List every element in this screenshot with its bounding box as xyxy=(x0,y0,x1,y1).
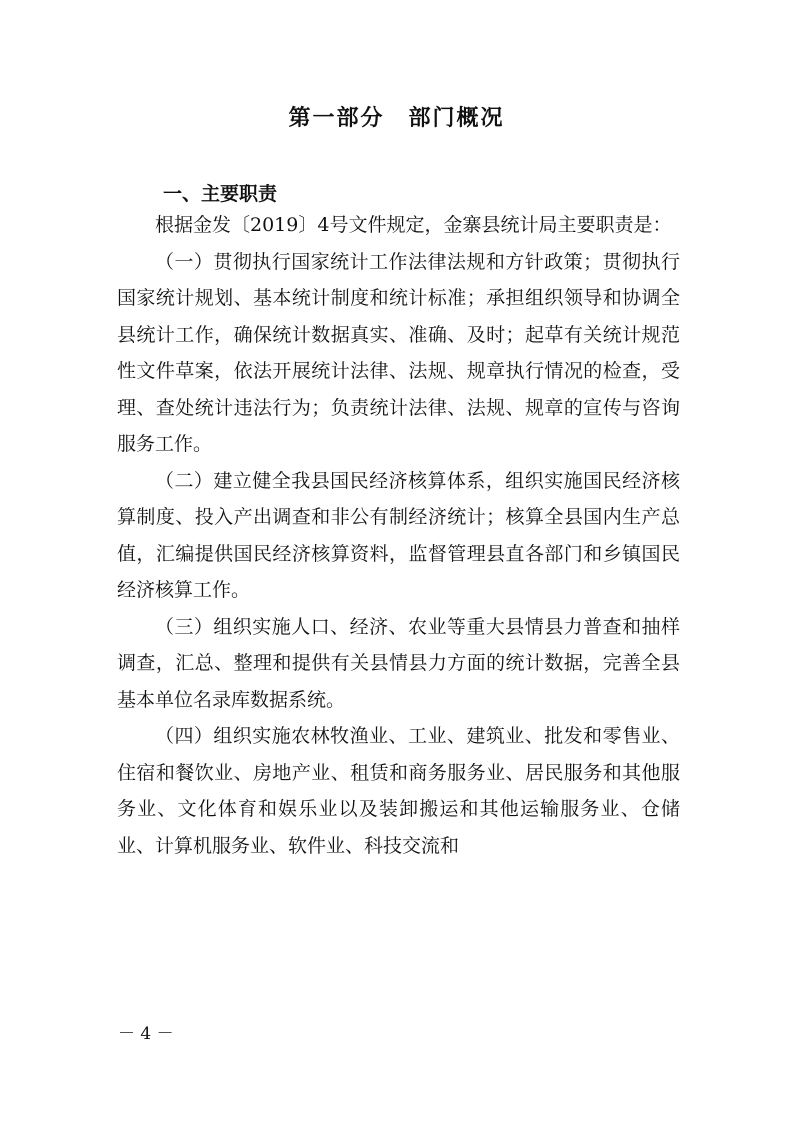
body-text xyxy=(117,207,680,864)
page-title: 第一部分 部门概况 xyxy=(288,106,505,131)
duty-paragraph-3: （三）组织实施人口、经济、农业等重大县情县力普查和抽样调查，汇总、整理和提供有关县情县力方面的统计数据，完善全县基本单位名录库数据系统。 xyxy=(117,615,680,711)
section-heading: 一、主要职责 xyxy=(163,183,278,205)
page-number: － 4 － xyxy=(118,1024,174,1044)
intro-paragraph: 根据金发〔2019〕4号文件规定，金寨县统计局主要职责是： xyxy=(155,214,672,236)
duty-paragraph-1: （一）贯彻执行国家统计工作法律法规和方针政策；贯彻执行国家统计规划、基本统计制度和统计标准；承担组织领导和协调全县统计工作，确保统计数据真实、准确、及时；起草有关统计规范性文件草案，依法开展统计法律、法规、规章执行情况的检查，受理、查处统计违法行为；负责统计法律、法规、规章的宣传与咨询服务工作。 xyxy=(117,250,680,455)
duty-paragraph-4: （四）组织实施农林牧渔业、工业、建筑业、批发和零售业、住宿和餐饮业、房地产业、租赁和商务服务业、居民服务和其他服务业、文化体育和娱乐业以及装卸搬运和其他运输服务业、仓储业、计算机服务业、软件业、科技交流和 xyxy=(117,725,680,857)
duty-paragraph-2: （二）建立健全我县国民经济核算体系，组织实施国民经济核算制度、投入产出调查和非公有制经济统计；核算全县国内生产总值，汇编提供国民经济核算资料，监督管理县直各部门和乡镇国民经济核算工作。 xyxy=(117,469,680,601)
